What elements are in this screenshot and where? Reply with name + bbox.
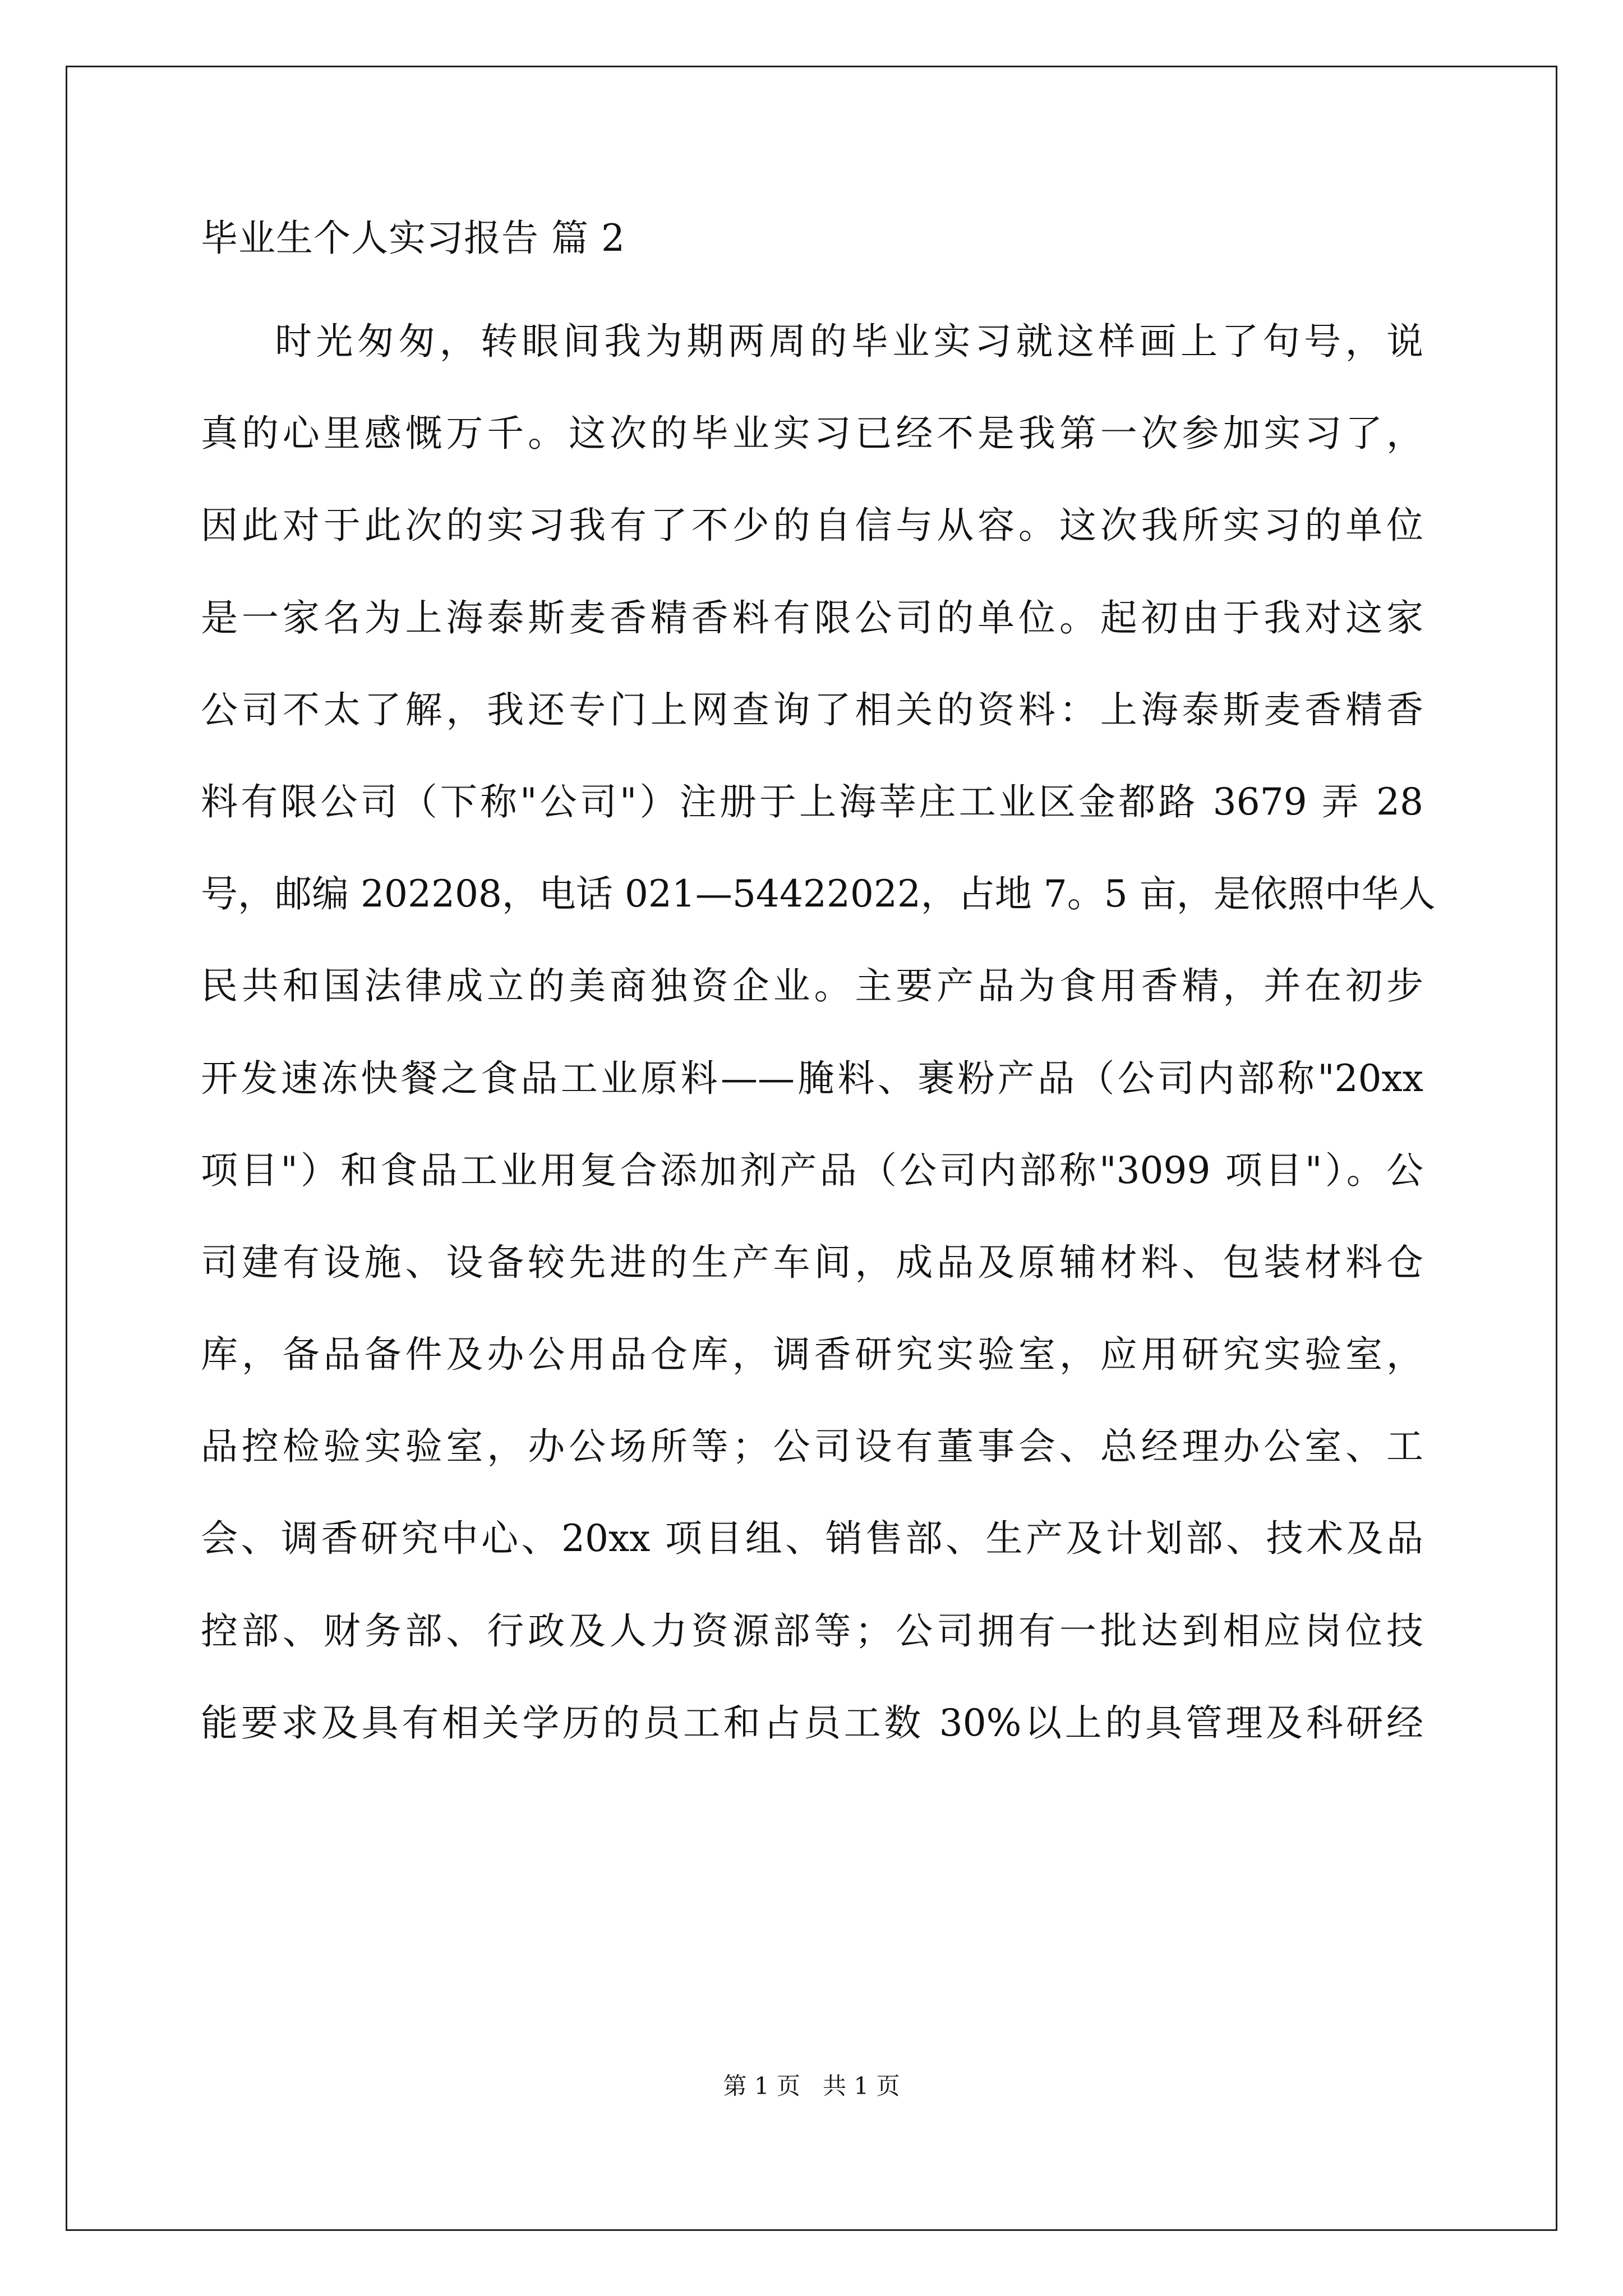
paragraph-line: 真的心里感慨万千。这次的毕业实习已经不是我第一次参加实习了， xyxy=(201,412,1423,455)
paragraph-line: 司建有设施、设备较先进的生产车间，成品及原辅材料、包装材料仓 xyxy=(201,1240,1423,1284)
paragraph-line: 项目"）和食品工业用复合添加剂产品（公司内部称"3099 项目"）。公 xyxy=(201,1148,1423,1192)
paragraph-line: 公司不太了解，我还专门上网查询了相关的资料：上海泰斯麦香精香 xyxy=(201,688,1423,731)
paragraph-line: 会、调香研究中心、20xx 项目组、销售部、生产及计划部、技术及品 xyxy=(201,1517,1423,1561)
paragraph-line: 料有限公司（下称"公司"）注册于上海莘庄工业区金都路 3679 弄 28 xyxy=(201,780,1423,823)
paragraph-line: 开发速冻快餐之食品工业原料——腌料、裹粉产品（公司内部称"20xx xyxy=(201,1056,1423,1100)
document-title: 毕业生个人实习报告 篇 2 xyxy=(201,217,625,260)
document-body xyxy=(201,296,1436,1769)
paragraph-line: 能要求及具有相关学历的员工和占员工数 30%以上的具管理及科研经 xyxy=(201,1701,1423,1745)
paragraph-line: 控部、财务部、行政及人力资源部等；公司拥有一批达到相应岗位技 xyxy=(201,1609,1423,1653)
paragraph-line: 民共和国法律成立的美商独资企业。主要产品为食用香精，并在初步 xyxy=(201,964,1423,1008)
paragraph-line: 时光匆匆，转眼间我为期两周的毕业实习就这样画上了句号，说 xyxy=(275,320,1423,363)
page-footer: 第 1 页 共 1 页 xyxy=(723,2072,900,2100)
paragraph-line: 是一家名为上海泰斯麦香精香料有限公司的单位。起初由于我对这家 xyxy=(201,596,1423,639)
paragraph-line: 号，邮编 202208，电话 021—54422022，占地 7。5 亩，是依照中华人 xyxy=(201,872,1436,916)
paragraph-line: 品控检验实验室，办公场所等；公司设有董事会、总经理办公室、工 xyxy=(201,1425,1423,1469)
paragraph-line: 因此对于此次的实习我有了不少的自信与从容。这次我所实习的单位 xyxy=(201,504,1423,547)
paragraph-line: 库，备品备件及办公用品仓库，调香研究实验室，应用研究实验室， xyxy=(201,1333,1423,1377)
